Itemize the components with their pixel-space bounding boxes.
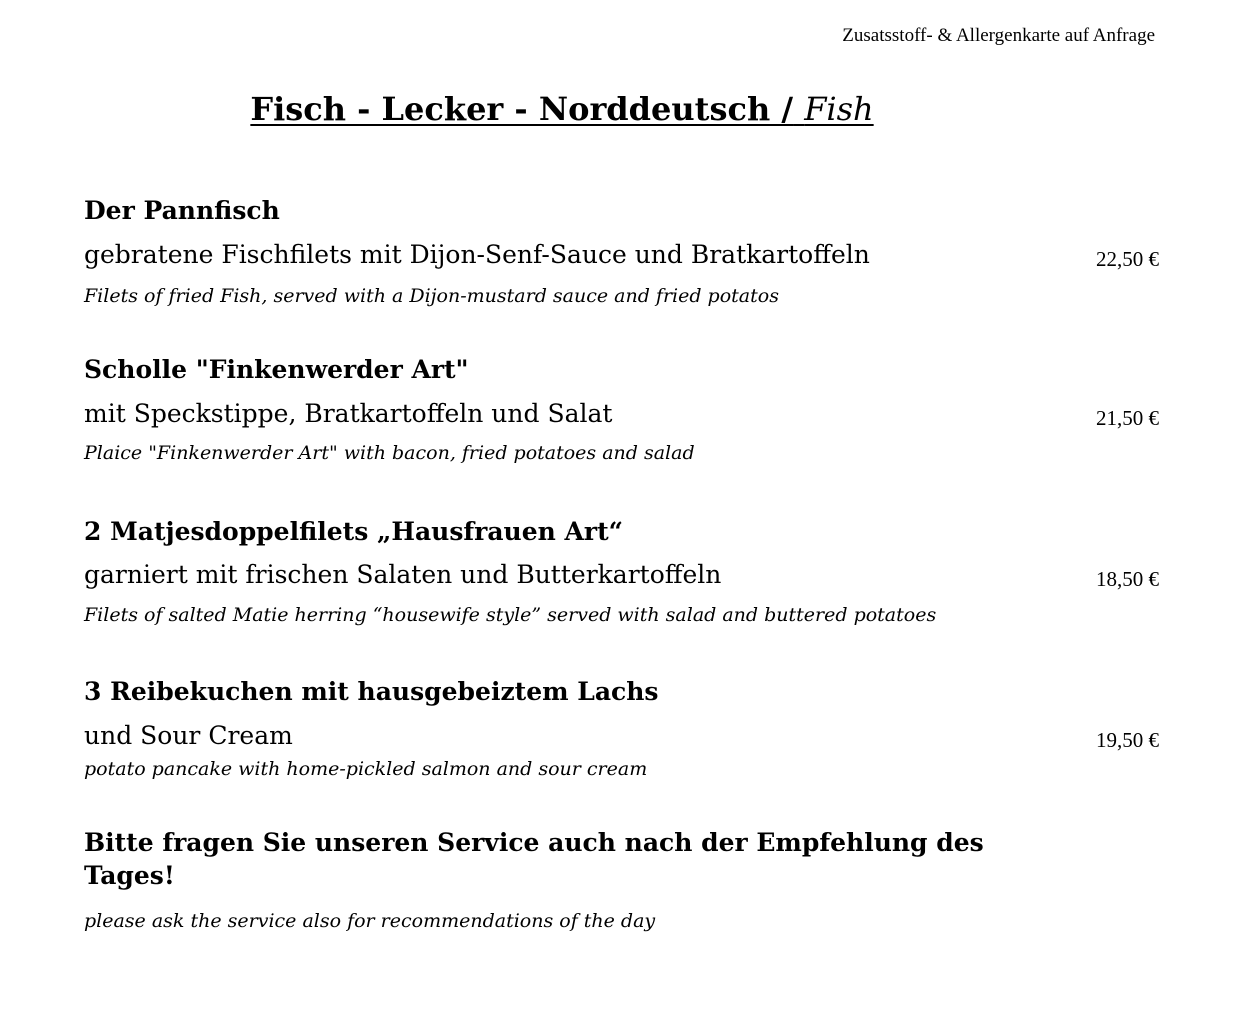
allergen-note: Zusatsstoff- & Allergenkarte auf Anfrage — [842, 25, 1155, 46]
item-price: 22,50 € — [1096, 247, 1159, 271]
page-title — [0, 90, 1124, 128]
title-german: Fisch - Lecker - Norddeutsch / — [250, 90, 794, 128]
menu-item — [84, 354, 1159, 466]
recommendation-german: Bitte fragen Sie unseren Service auch nach der Empfehlung des Tages! — [84, 828, 984, 890]
title-english: Fish — [804, 90, 874, 128]
recommendation-note — [84, 826, 984, 934]
item-english-description: potato pancake with home-pickled salmon and sour cream — [84, 758, 648, 780]
item-description: und Sour Cream — [84, 721, 293, 750]
item-price: 18,50 € — [1096, 567, 1159, 591]
item-name: 2 Matjesdoppelfilets „Hausfrauen Art“ — [84, 517, 624, 546]
item-name: 3 Reibekuchen mit hausgebeiztem Lachs — [84, 677, 659, 706]
item-english-description: Plaice "Finkenwerder Art" with bacon, fried potatoes and salad — [84, 442, 695, 464]
menu-item — [84, 195, 1159, 309]
item-name: Scholle "Finkenwerder Art" — [84, 355, 469, 384]
item-english-description: Filets of salted Matie herring “housewife style” served with salad and buttered potatoes — [84, 604, 937, 626]
item-description: mit Speckstippe, Bratkartoffeln und Salat — [84, 399, 613, 428]
menu-item — [84, 676, 1159, 782]
menu-item — [84, 516, 1159, 628]
item-description: garniert mit frischen Salaten und Butterkartoffeln — [84, 560, 722, 589]
item-price: 21,50 € — [1096, 406, 1159, 430]
recommendation-english: please ask the service also for recommendations of the day — [84, 910, 656, 932]
item-price: 19,50 € — [1096, 728, 1159, 752]
item-name: Der Pannfisch — [84, 196, 280, 225]
item-description: gebratene Fischfilets mit Dijon-Senf-Sauce und Bratkartoffeln — [84, 240, 870, 269]
item-english-description: Filets of fried Fish, served with a Dijon-mustard sauce and fried potatos — [84, 285, 779, 307]
